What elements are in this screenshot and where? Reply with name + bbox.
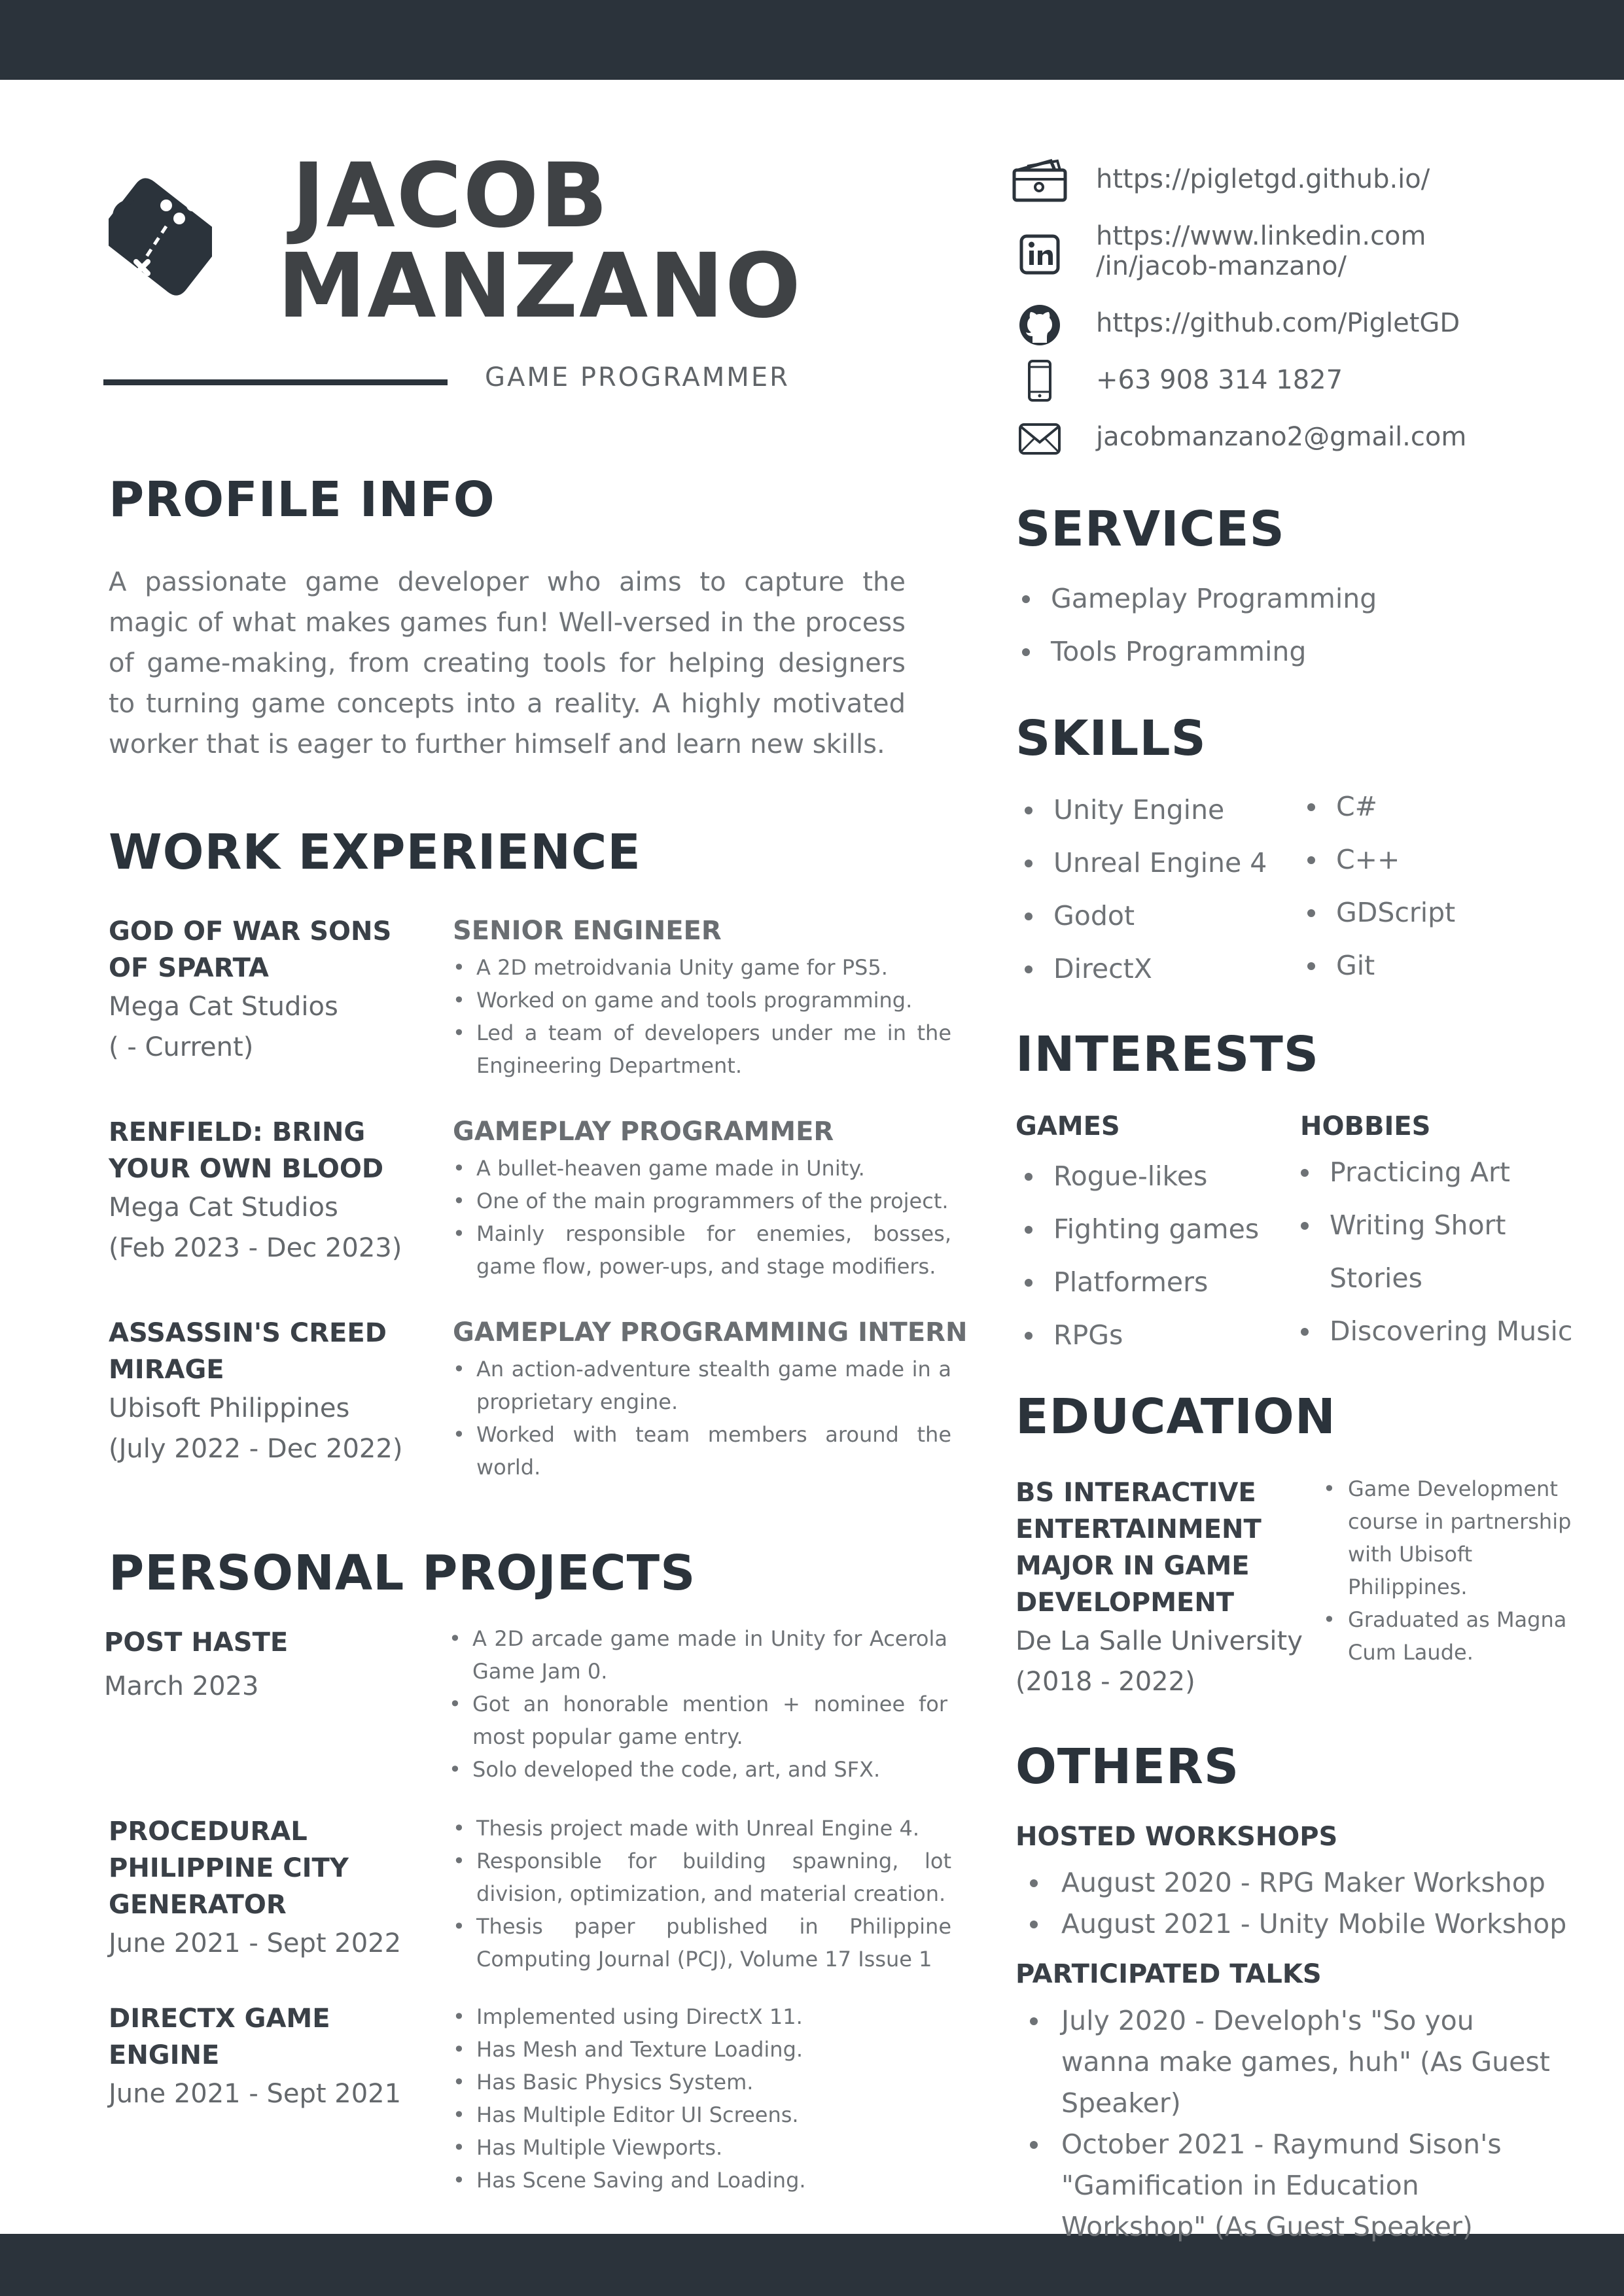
list-item: August 2020 - RPG Maker Workshop xyxy=(1015,1862,1578,1904)
job-period: ( - Current) xyxy=(109,1032,254,1062)
profile-heading: PROFILE INFO xyxy=(109,472,495,528)
job-period: (Feb 2023 - Dec 2023) xyxy=(109,1233,402,1263)
project-name: POST HASTE xyxy=(104,1627,289,1658)
list-item: • Worked on game and tools programming. xyxy=(450,984,951,1017)
list-item: • Got an honorable mention + nominee for most popular game entry. xyxy=(446,1688,947,1753)
games-label: GAMES xyxy=(1015,1111,1120,1141)
list-item: Godot xyxy=(1017,890,1267,943)
name-divider xyxy=(103,379,448,385)
list-item: Practicing Art xyxy=(1293,1146,1568,1199)
project-name: PROCEDURAL xyxy=(109,1817,308,1847)
job-role: GAMEPLAY PROGRAMMING INTERN xyxy=(453,1317,968,1348)
list-item: Unity Engine xyxy=(1017,784,1267,837)
list-item: • One of the main programmers of the project. xyxy=(450,1185,951,1217)
job-game-title: ASSASSIN'S CREED xyxy=(109,1318,387,1348)
email-address[interactable]: jacobmanzano2@gmail.com xyxy=(1096,422,1467,452)
workshops-list xyxy=(1015,1862,1578,1945)
list-item: • Mainly responsible for enemies, bosses, game flow, power-ups, and stage modifiers. xyxy=(450,1217,951,1283)
workshops-label: HOSTED WORKSHOPS xyxy=(1015,1822,1338,1852)
list-item: August 2021 - Unity Mobile Workshop xyxy=(1015,1904,1578,1945)
phone-number[interactable]: +63 908 314 1827 xyxy=(1096,365,1343,395)
hobbies-list xyxy=(1293,1146,1573,1358)
education-heading: EDUCATION xyxy=(1015,1389,1336,1445)
skills-list-2 xyxy=(1299,780,1455,992)
job-company: Mega Cat Studios xyxy=(109,1192,338,1223)
job-company: Ubisoft Philippines xyxy=(109,1393,350,1423)
skills-list-1 xyxy=(1017,784,1267,996)
project-2-bullets xyxy=(450,1812,951,1975)
project-3-info xyxy=(109,2000,416,2114)
work-heading: WORK EXPERIENCE xyxy=(109,824,641,880)
list-item: Unreal Engine 4 xyxy=(1017,837,1267,890)
job-role: GAMEPLAY PROGRAMMER xyxy=(453,1117,834,1147)
linkedin-icon xyxy=(1008,232,1072,277)
school-name: De La Salle University xyxy=(1015,1626,1303,1656)
project-period: March 2023 xyxy=(104,1671,259,1701)
job-role: SENIOR ENGINEER xyxy=(453,916,722,946)
list-item: Discovering Music xyxy=(1293,1305,1568,1358)
list-item: Rogue-likes xyxy=(1017,1150,1259,1203)
list-item: July 2020 - Developh's "So you wanna make games, huh" (As Guest Speaker) xyxy=(1015,2000,1565,2124)
project-period: June 2021 - Sept 2021 xyxy=(109,2079,402,2109)
list-item: • Game Development course in partnership with Ubisoft Philippines. xyxy=(1316,1472,1578,1603)
list-item: C++ xyxy=(1299,833,1455,886)
job-game-title: GOD OF WAR SONS xyxy=(109,916,392,947)
list-item: • A 2D arcade game made in Unity for Acerola Game Jam 0. xyxy=(446,1622,947,1688)
list-item: Fighting games xyxy=(1017,1203,1259,1256)
list-item: Git xyxy=(1299,939,1455,992)
linkedin-link-line-2: /in/jacob-manzano/ xyxy=(1096,251,1347,281)
list-item: GDScript xyxy=(1299,886,1455,939)
job-2-info xyxy=(109,1114,416,1268)
linkedin-link[interactable] xyxy=(1096,221,1426,281)
interests-heading: INTERESTS xyxy=(1015,1026,1320,1083)
project-period: June 2021 - Sept 2022 xyxy=(109,1928,402,1958)
list-item: • A 2D metroidvania Unity game for PS5. xyxy=(450,951,951,984)
job-2-bullets xyxy=(450,1152,951,1283)
phone-icon xyxy=(1008,358,1072,404)
top-bar xyxy=(0,0,1624,80)
project-1-info xyxy=(104,1624,412,1707)
list-item: • Worked with team members around the world. xyxy=(450,1418,951,1484)
project-1-bullets xyxy=(446,1622,947,1786)
list-item: October 2021 - Raymund Sison's "Gamification in Education Workshop" (As Guest Speaker) xyxy=(1015,2124,1565,2248)
list-item: • A bullet-heaven game made in Unity. xyxy=(450,1152,951,1185)
list-item: • Graduated as Magna Cum Laude. xyxy=(1316,1603,1578,1669)
education-info xyxy=(1015,1474,1303,1702)
github-link[interactable]: https://github.com/PigletGD xyxy=(1096,308,1460,338)
list-item: • Thesis project made with Unreal Engine 4. xyxy=(450,1812,951,1845)
first-name: JACOB xyxy=(292,145,609,248)
talks-list xyxy=(1015,2000,1565,2248)
project-3-bullets xyxy=(450,2000,951,2197)
list-item: • Solo developed the code, art, and SFX. xyxy=(446,1753,947,1786)
list-item: • Has Scene Saving and Loading. xyxy=(450,2164,951,2197)
list-item: Platformers xyxy=(1017,1256,1259,1309)
job-1-info xyxy=(109,913,416,1068)
profile-text: A passionate game developer who aims to capture the magic of what makes games fun! Well-versed in the process of game-making, from creating tools for helping designers to turning game concepts into a reality. A highly motivated worker that is eager to further himself and learn new skills. xyxy=(109,567,906,759)
list-item: • An action-adventure stealth game made in a proprietary engine. xyxy=(450,1353,951,1418)
envelope-icon xyxy=(1008,416,1072,462)
degree-line: ENTERTAINMENT xyxy=(1015,1514,1262,1544)
job-period: (July 2022 - Dec 2022) xyxy=(109,1434,403,1464)
list-item: Tools Programming xyxy=(1014,625,1377,678)
list-item: RPGs xyxy=(1017,1309,1259,1362)
linkedin-link-line-1: https://www.linkedin.com xyxy=(1096,221,1426,251)
website-link[interactable]: https://pigletgd.github.io/ xyxy=(1096,164,1430,194)
list-item: DirectX xyxy=(1017,943,1267,996)
list-item: • Has Multiple Viewports. xyxy=(450,2131,951,2164)
list-item: Gameplay Programming xyxy=(1014,572,1377,625)
skills-heading: SKILLS xyxy=(1015,710,1207,767)
games-list xyxy=(1017,1150,1259,1362)
job-3-bullets xyxy=(450,1353,951,1484)
list-item: • Responsible for building spawning, lot division, optimization, and material creation. xyxy=(450,1845,951,1910)
job-3-info xyxy=(109,1315,416,1469)
list-item: Writing Short Stories xyxy=(1293,1199,1568,1305)
list-item: • Has Mesh and Texture Loading. xyxy=(450,2033,951,2066)
github-icon xyxy=(1008,302,1072,348)
job-game-title: OF SPARTA xyxy=(109,953,269,983)
job-game-title: YOUR OWN BLOOD xyxy=(109,1154,384,1184)
list-item: • Implemented using DirectX 11. xyxy=(450,2000,951,2033)
list-item: • Has Multiple Editor UI Screens. xyxy=(450,2098,951,2131)
projects-heading: PERSONAL PROJECTS xyxy=(109,1545,696,1601)
job-1-bullets xyxy=(450,951,951,1082)
project-name: ENGINE xyxy=(109,2040,220,2070)
project-name: PHILIPPINE CITY xyxy=(109,1853,349,1883)
hobbies-label: HOBBIES xyxy=(1300,1111,1431,1141)
others-heading: OTHERS xyxy=(1015,1739,1240,1795)
degree-line: MAJOR IN GAME xyxy=(1015,1551,1250,1581)
job-game-title: MIRAGE xyxy=(109,1355,224,1385)
last-name: MANZANO xyxy=(277,235,802,338)
degree-line: BS INTERACTIVE xyxy=(1015,1478,1256,1508)
job-game-title: RENFIELD: BRING xyxy=(109,1117,366,1147)
job-company: Mega Cat Studios xyxy=(109,992,338,1022)
list-item: • Led a team of developers under me in the Engineering Department. xyxy=(450,1017,951,1082)
list-item: C# xyxy=(1299,780,1455,833)
project-name: DIRECTX GAME xyxy=(109,2004,330,2034)
gamepad-icon xyxy=(109,158,212,317)
degree-line: DEVELOPMENT xyxy=(1015,1588,1235,1618)
project-2-info xyxy=(109,1813,416,1964)
list-item: • Has Basic Physics System. xyxy=(450,2066,951,2098)
services-heading: SERVICES xyxy=(1015,501,1285,557)
talks-label: PARTICIPATED TALKS xyxy=(1015,1959,1322,1989)
education-bullets xyxy=(1316,1472,1578,1669)
list-item: • Thesis paper published in Philippine Computing Journal (PCJ), Volume 17 Issue 1 xyxy=(450,1910,951,1975)
job-title: GAME PROGRAMMER xyxy=(485,362,790,392)
wallet-icon xyxy=(1008,157,1072,203)
education-period: (2018 - 2022) xyxy=(1015,1667,1195,1697)
services-list xyxy=(1014,572,1377,678)
project-name: GENERATOR xyxy=(109,1890,287,1920)
